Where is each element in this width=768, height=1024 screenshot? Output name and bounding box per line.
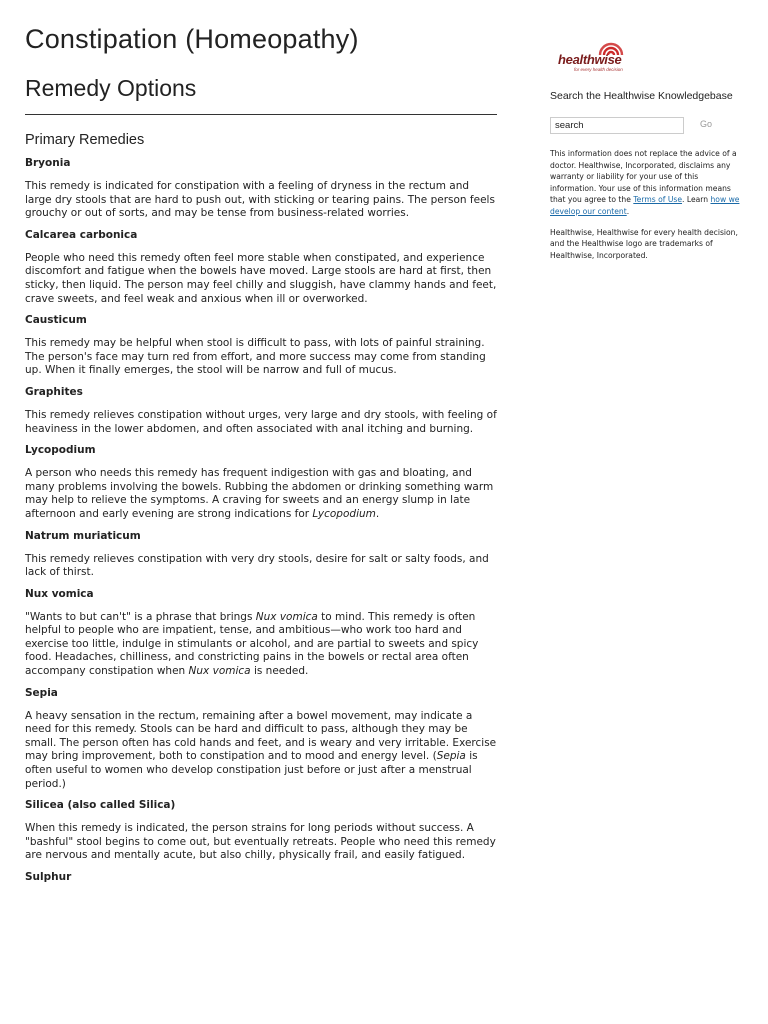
remedy-name-italic: Sepia [436, 750, 466, 763]
remedy-description [25, 710, 497, 792]
remedy-name: Bryonia [25, 157, 71, 169]
remedy-description [25, 467, 497, 521]
remedy-item [25, 529, 497, 580]
remedy-description-text: When this remedy is indicated, the person strains for long periods without success. A "bashful" stool begins to come out, but eventually retreats. People who need this remedy are nervous and mentally acute, but also chilly, physically frail, and easily fatigued. [25, 822, 496, 862]
remedy-item [25, 385, 497, 436]
healthwise-logo[interactable] [556, 38, 740, 74]
remedy-description-text: is often useful to women who develop constipation just before or just after a menstrual period.) [25, 750, 478, 790]
remedy-name: Causticum [25, 314, 87, 327]
remedy-description-text: This remedy may be helpful when stool is difficult to pass, with lots of painful straining. The person's face may turn red from effort, and more success may come from standing up. When it finally emerges, the stool will be narrow and full of mucus. [25, 337, 486, 377]
remedy-name-italic: Lycopodium [312, 507, 376, 520]
remedy-item [25, 313, 497, 378]
remedy-description [25, 409, 497, 436]
remedy-item [25, 156, 497, 221]
search-row [550, 117, 740, 137]
remedy-description-text: A person who needs this remedy has frequent indigestion with gas and bloating, and many problems involving the bowels. Rubbing the abdomen or drinking something warm may help to relieve the symptoms. A craving for sweets and an energy slump in late afternoon and early evening are strong indications for [25, 467, 494, 520]
remedy-description [25, 337, 497, 378]
remedy-description-text: is needed. [250, 665, 309, 678]
remedy-name: Natrum muriaticum [25, 529, 141, 542]
logo-wordmark: healthwise [558, 52, 622, 67]
remedy-item [25, 228, 497, 306]
remedy-item [25, 686, 497, 792]
trademark-notice: Healthwise, Healthwise for every health decision, and the Healthwise logo are trademarks of Healthwise, Incorporated. [550, 227, 738, 260]
remedy-item [25, 443, 497, 521]
remedy-description-text: This remedy relieves constipation without urges, very large and dry stools, with feeling of heaviness in the lower abdomen, and often associated with anal itching and burning. [25, 408, 497, 435]
remedy-item [25, 587, 497, 679]
remedy-name: Calcarea carbonica [25, 228, 138, 241]
remedy-description-text: to mind. This remedy is often helpful to people who are impatient, tense, and ambitious—who work too hard and exercise too little, indulge in stimulants or alcohol, and are partial to sweets and spicy food. Headaches, chilliness, and constricting pains in the bowels or rectal area often accompany constipation when [25, 610, 479, 678]
disclaimer-text: . Learn [682, 195, 711, 205]
remedy-description-text: A heavy sensation in the rectum, remaining after a bowel movement, may indicate a need for this remedy. Stools can be hard and difficult to pass, although they may be small. The person often has cold hands and feet, and is weary and very irritable. Exercise may bring improvement, both to constipation and to mood and energy level. ( [25, 709, 497, 763]
remedy-name: Nux vomica [25, 587, 94, 600]
disclaimer-text: This information does not replace the advice of a doctor. Healthwise, Incorporated, disclaims any warranty or liability for your use of this information. Your use of this information means that you agree to the [550, 149, 737, 205]
disclaimer-text: . [626, 206, 630, 216]
sidebar [550, 38, 740, 261]
remedy-description-text: This remedy is indicated for constipation with a feeling of dryness in the rectum and large dry stools that are hard to push out, with sticking or tearing pains. The person feels grouchy or out of sorts, and may be tense from business-related worries. [25, 180, 495, 220]
page-title: Constipation (Homeopathy) [25, 24, 359, 54]
remedy-description [25, 822, 497, 863]
remedy-name: Graphites [25, 385, 83, 398]
remedy-name: Sepia [25, 686, 58, 699]
how-we-develop-content-link[interactable]: how we develop our content [550, 195, 740, 216]
remedy-description [25, 611, 497, 679]
remedy-description [25, 553, 497, 580]
remedy-name: Sulphur [25, 871, 72, 883]
go-button[interactable]: Go [700, 119, 713, 129]
remedy-item [25, 870, 497, 884]
terms-of-use-link[interactable]: Terms of Use [633, 195, 683, 205]
main-content [25, 20, 497, 884]
remedy-description [25, 180, 497, 221]
disclaimer [550, 148, 740, 218]
section-title: Remedy Options [25, 72, 497, 115]
remedy-description [25, 252, 497, 306]
remedy-name: Lycopodium [25, 444, 96, 457]
remedy-description-text: People who need this remedy often feel more stable when constipated, and experience discomfort and fatigue when the bowels have moved. Large stools are hard at first, then sticky, then liquid. The person may feel chilly and sluggish, have clammy hands and feet, crave sweets, and feel weak and anxious when ill or overworked. [25, 251, 497, 305]
remedy-description-text: "Wants to but can't" is a phrase that brings [25, 610, 256, 623]
search-input[interactable] [550, 117, 684, 134]
remedy-name-italic: Nux vomica [188, 665, 251, 678]
remedy-item [25, 798, 497, 863]
remedy-description-text: . [375, 507, 380, 520]
remedy-list [25, 156, 497, 884]
remedy-name-italic: Nux vomica [255, 610, 318, 623]
search-label: Search the Healthwise Knowledgebase [550, 90, 733, 102]
subsection-title: Primary Remedies [25, 132, 145, 148]
remedy-name: Silicea (also called Silica) [25, 799, 176, 812]
remedy-description-text: This remedy relieves constipation with very dry stools, desire for salt or salty foods, and lack of thirst. [25, 552, 489, 579]
logo-tagline: for every health decision [574, 67, 623, 72]
